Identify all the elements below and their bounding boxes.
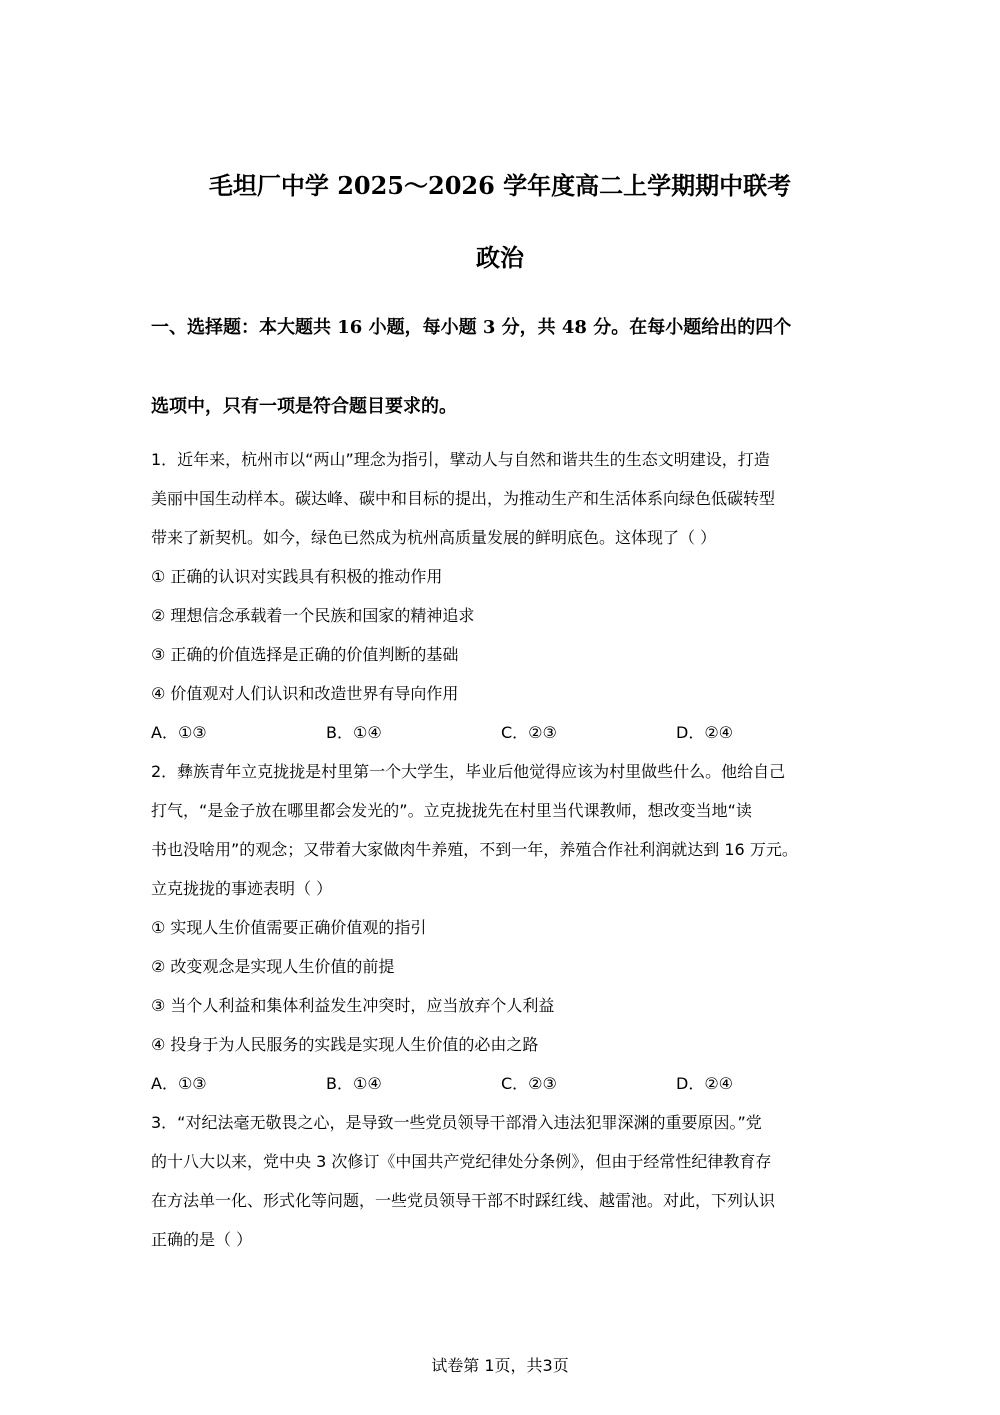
question-1-statement-1: ① 正确的认识对实践具有积极的推动作用	[151, 567, 443, 586]
question-1-statement-3: ③ 正确的价值选择是正确的价值判断的基础	[151, 645, 459, 664]
exam-title: 毛坦厂中学 2025～2026 学年度高二上学期期中联考	[208, 171, 792, 200]
page-footer: 试卷第 1页，共3页	[431, 1356, 569, 1375]
question-1-option-b: B．①④	[326, 723, 382, 742]
question-2-option-c: C．②③	[501, 1074, 557, 1093]
question-2-line-1: 2．彝族青年立克拢拢是村里第一个大学生，毕业后他觉得应该为村里做些什么。他给自己	[151, 762, 786, 781]
subject-title: 政治	[476, 243, 524, 272]
question-1-line-1: 1．近年来，杭州市以“两山”理念为指引，擘动人与自然和谐共生的生态文明建设，打造	[151, 450, 770, 469]
question-1-statement-4: ④ 价值观对人们认识和改造世界有导向作用	[151, 684, 459, 703]
question-1-line-2: 美丽中国生动样本。碳达峰、碳中和目标的提出，为推动生产和生活体系向绿色低碳转型	[151, 489, 776, 508]
question-2-line-3: 书也没啥用”的观念；又带着大家做肉牛养殖，不到一年，养殖合作社利润就达到 16 万元。	[151, 840, 798, 859]
question-1-option-c: C．②③	[501, 723, 557, 742]
question-3-line-2: 的十八大以来，党中央 3 次修订《中国共产党纪律处分条例》，但由于经常性纪律教育存	[151, 1152, 772, 1171]
section-heading-line-1: 一、选择题：本大题共 16 小题，每小题 3 分，共 48 分。在每小题给出的四个	[151, 317, 792, 338]
question-2-option-b: B．①④	[326, 1074, 382, 1093]
section-heading-line-2: 选项中，只有一项是符合题目要求的。	[151, 396, 457, 417]
question-3-line-4: 正确的是（ ）	[151, 1230, 253, 1249]
question-2-statement-2: ② 改变观念是实现人生价值的前提	[151, 957, 395, 976]
question-3-line-3: 在方法单一化、形式化等问题，一些党员领导干部不时踩红线、越雷池。对此，下列认识	[151, 1191, 776, 1210]
question-2-line-2: 打气，“是金子放在哪里都会发光的”。立克拢拢先在村里当代课教师，想改变当地“读	[151, 801, 752, 820]
question-1-option-d: D．②④	[676, 723, 734, 742]
question-2-statement-4: ④ 投身于为人民服务的实践是实现人生价值的必由之路	[151, 1035, 539, 1054]
question-2-statement-3: ③ 当个人利益和集体利益发生冲突时，应当放弃个人利益	[151, 996, 555, 1015]
question-1-option-a: A．①③	[151, 723, 207, 742]
question-2-statement-1: ① 实现人生价值需要正确价值观的指引	[151, 918, 427, 937]
question-2-line-4: 立克拢拢的事迹表明（ ）	[151, 879, 333, 898]
question-2-option-d: D．②④	[676, 1074, 734, 1093]
question-3-line-1: 3．“对纪法毫无敬畏之心，是导致一些党员领导干部滑入违法犯罪深渊的重要原因。”党	[151, 1113, 762, 1132]
question-2-option-a: A．①③	[151, 1074, 207, 1093]
question-1-statement-2: ② 理想信念承载着一个民族和国家的精神追求	[151, 606, 475, 625]
question-1-line-3: 带来了新契机。如今，绿色已然成为杭州高质量发展的鲜明底色。这体现了（ ）	[151, 528, 717, 547]
